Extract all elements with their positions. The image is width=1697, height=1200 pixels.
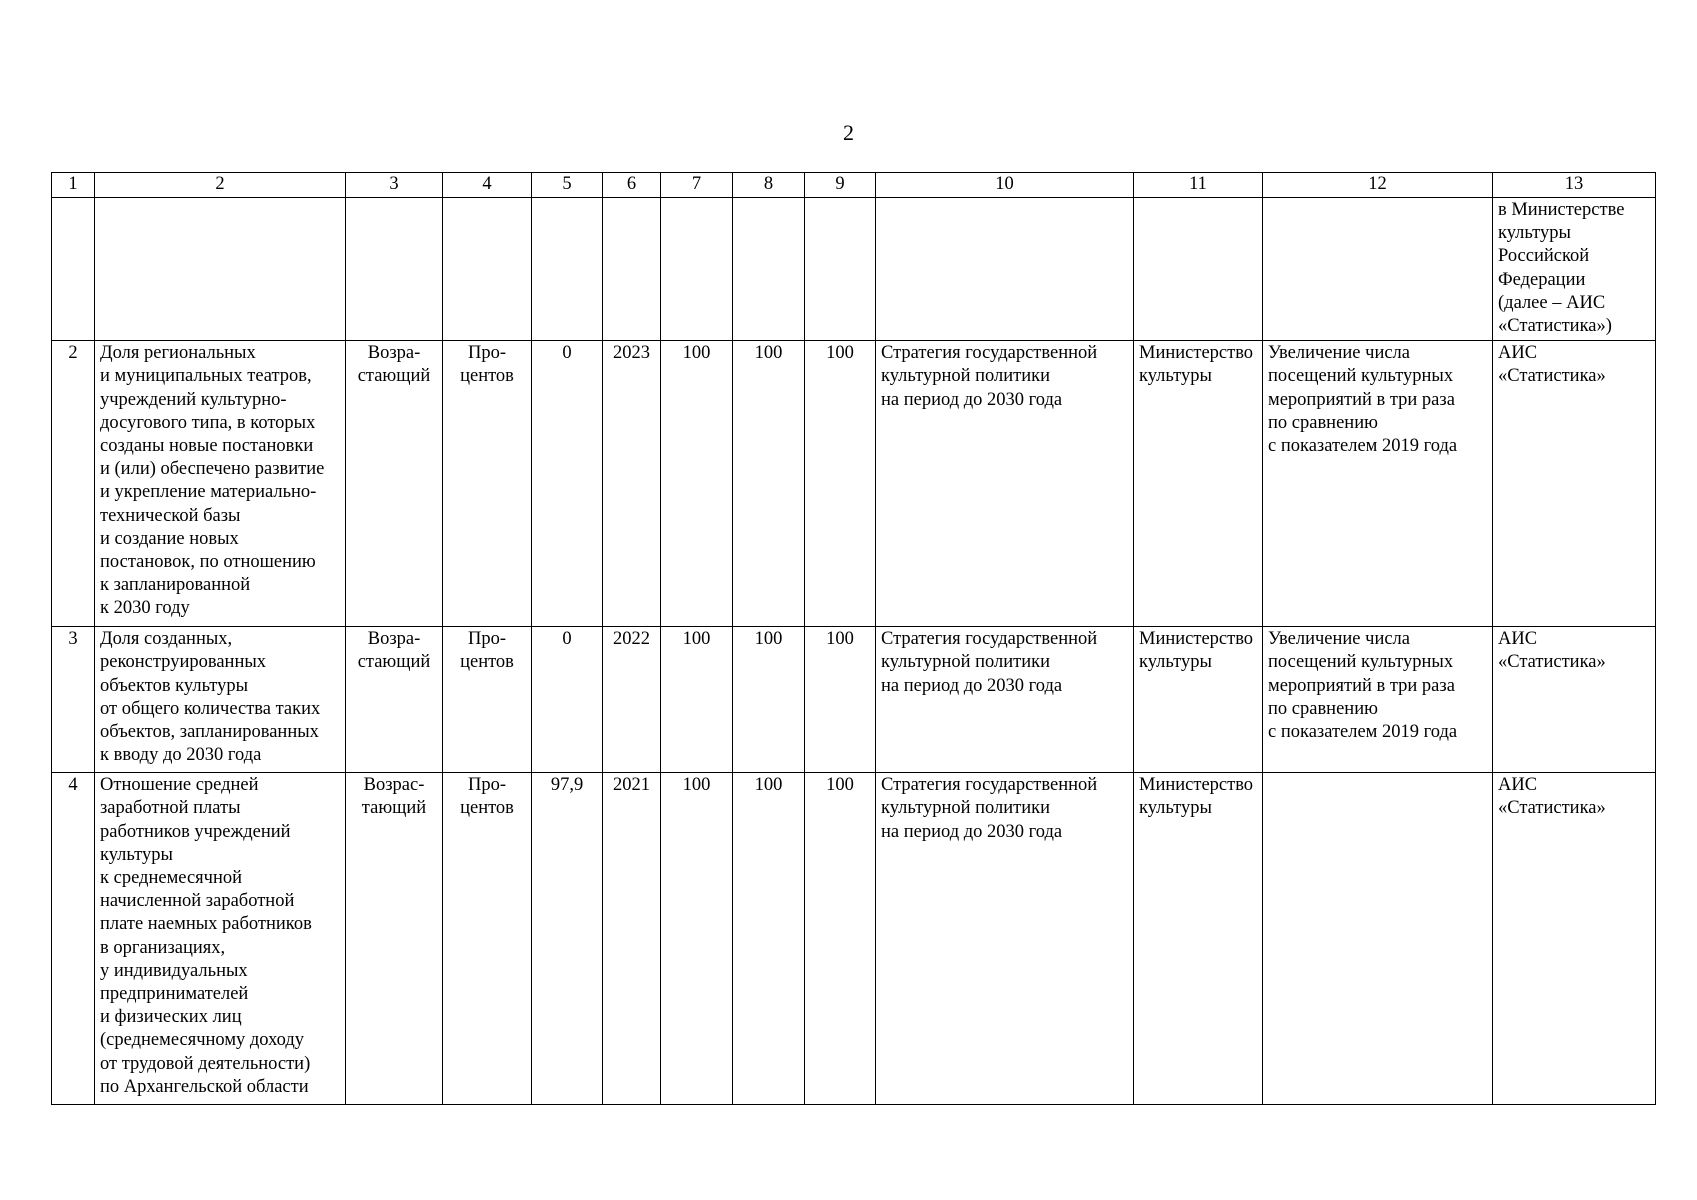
value-cell: 100 [805, 627, 876, 773]
responsible-cell [1134, 198, 1263, 341]
column-number-row [52, 173, 1656, 198]
unit-cell: Про- центов [443, 341, 532, 627]
table-row [52, 773, 1656, 1105]
unit-cell [443, 198, 532, 341]
value-cell: 100 [661, 627, 733, 773]
unit-cell: Про- центов [443, 773, 532, 1105]
info-system-cell: АИС «Статистика» [1493, 627, 1656, 773]
table-row [52, 341, 1656, 627]
table-row [52, 627, 1656, 773]
document-cell: Стратегия государственной культурной политики на период до 2030 года [876, 627, 1134, 773]
column-number: 6 [603, 173, 661, 198]
indicator-name-cell: Доля региональных и муниципальных театров, учреждений культурно- досугового типа, в которых созданы новые постановки и (или) обеспечено развитие и укрепление материально- технической базы и создание новых постановок, по отношению к запланированной к 2030 году [95, 341, 346, 627]
base-value-cell: 0 [532, 627, 603, 773]
info-system-cell: в Министерстве культуры Российской Федерации (далее – АИС «Статистика») [1493, 198, 1656, 341]
page-number: 2 [843, 120, 854, 145]
value-cell [733, 198, 805, 341]
value-cell: 100 [733, 627, 805, 773]
base-year-cell: 2021 [603, 773, 661, 1105]
column-number: 11 [1134, 173, 1263, 198]
column-number: 8 [733, 173, 805, 198]
goal-link-cell [1263, 198, 1493, 341]
goal-link-cell: Увеличение числа посещений культурных мероприятий в три раза по сравнению с показателем 2019 года [1263, 627, 1493, 773]
row-number-cell: 3 [52, 627, 95, 773]
base-year-cell: 2022 [603, 627, 661, 773]
base-value-cell: 97,9 [532, 773, 603, 1105]
table-row [52, 198, 1656, 341]
column-number: 3 [346, 173, 443, 198]
value-cell [661, 198, 733, 341]
column-number: 13 [1493, 173, 1656, 198]
indicators-table [51, 172, 1656, 1105]
value-cell: 100 [805, 773, 876, 1105]
column-number: 5 [532, 173, 603, 198]
column-number: 12 [1263, 173, 1493, 198]
row-number-cell: 2 [52, 341, 95, 627]
info-system-cell: АИС «Статистика» [1493, 341, 1656, 627]
value-cell: 100 [805, 341, 876, 627]
value-cell [805, 198, 876, 341]
value-cell: 100 [661, 341, 733, 627]
row-number-cell: 4 [52, 773, 95, 1105]
column-number: 7 [661, 173, 733, 198]
column-number: 9 [805, 173, 876, 198]
responsible-cell: Министерство культуры [1134, 773, 1263, 1105]
value-cell: 100 [733, 341, 805, 627]
value-cell: 100 [661, 773, 733, 1105]
indicator-name-cell [95, 198, 346, 341]
document-cell: Стратегия государственной культурной политики на период до 2030 года [876, 773, 1134, 1105]
document-cell [876, 198, 1134, 341]
responsible-cell: Министерство культуры [1134, 627, 1263, 773]
trend-cell: Возрас- тающий [346, 773, 443, 1105]
column-number: 2 [95, 173, 346, 198]
column-number: 10 [876, 173, 1134, 198]
responsible-cell: Министерство культуры [1134, 341, 1263, 627]
indicator-name-cell: Доля созданных, реконструированных объектов культуры от общего количества таких объектов, запланированных к вводу до 2030 года [95, 627, 346, 773]
trend-cell: Возра- стающий [346, 627, 443, 773]
info-system-cell: АИС «Статистика» [1493, 773, 1656, 1105]
document-cell: Стратегия государственной культурной политики на период до 2030 года [876, 341, 1134, 627]
goal-link-cell [1263, 773, 1493, 1105]
value-cell: 100 [733, 773, 805, 1105]
trend-cell: Возра- стающий [346, 341, 443, 627]
unit-cell: Про- центов [443, 627, 532, 773]
base-year-cell [603, 198, 661, 341]
base-value-cell: 0 [532, 341, 603, 627]
trend-cell [346, 198, 443, 341]
column-number: 4 [443, 173, 532, 198]
goal-link-cell: Увеличение числа посещений культурных мероприятий в три раза по сравнению с показателем 2019 года [1263, 341, 1493, 627]
indicator-name-cell: Отношение средней заработной платы работников учреждений культуры к среднемесячной начисленной заработной плате наемных работников в организациях, у индивидуальных предпринимателей и физических лиц (среднемесячному доходу от трудовой деятельности) по Архангельской области [95, 773, 346, 1105]
column-number: 1 [52, 173, 95, 198]
row-number-cell [52, 198, 95, 341]
base-value-cell [532, 198, 603, 341]
base-year-cell: 2023 [603, 341, 661, 627]
